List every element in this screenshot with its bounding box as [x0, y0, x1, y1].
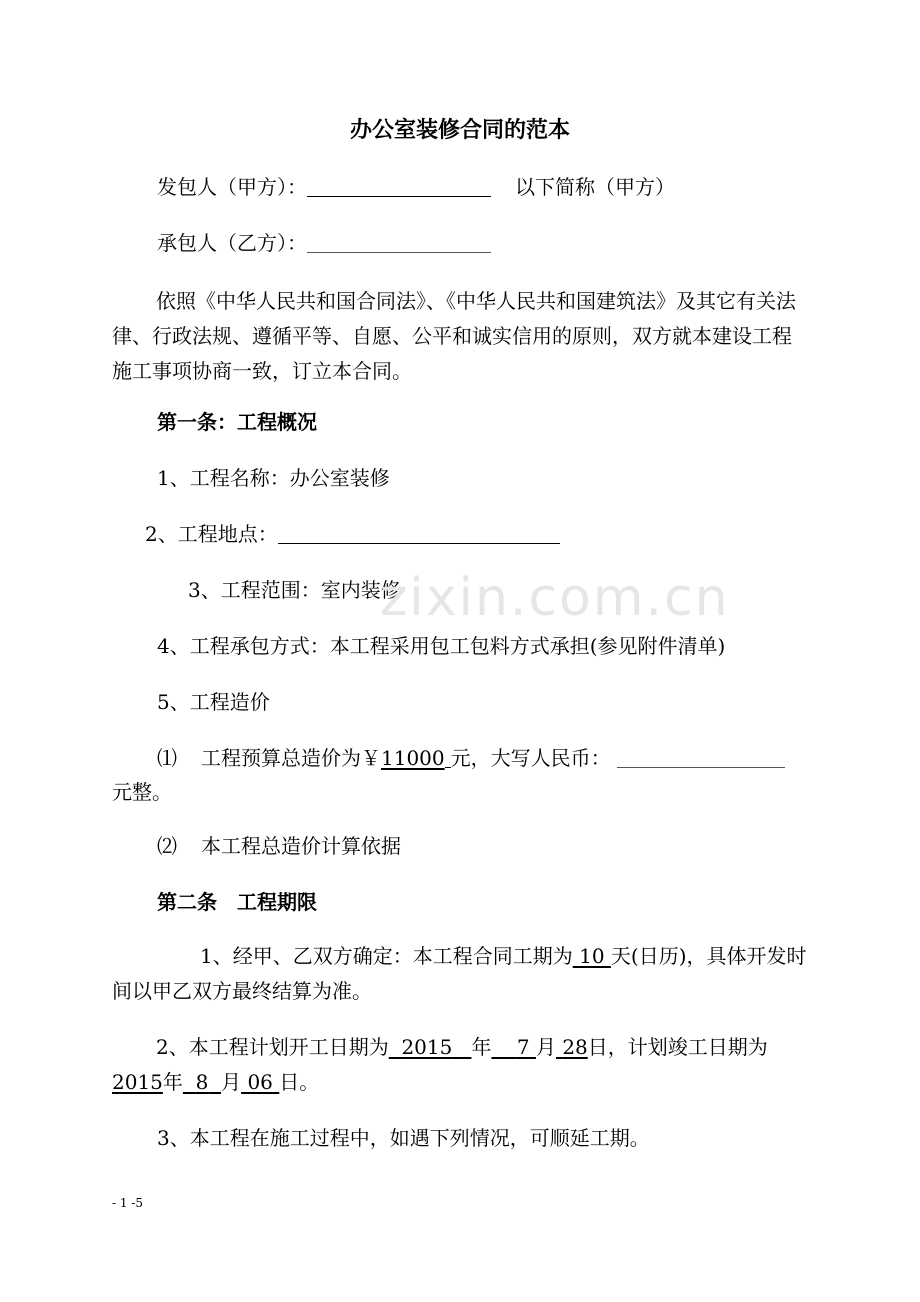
start-day: 28 — [562, 1035, 588, 1059]
price-capital-blank[interactable] — [617, 747, 785, 768]
start-month-label: 月 — [535, 1035, 556, 1059]
end-day-label: 日。 — [279, 1070, 320, 1094]
party-b-label: 承包人（乙方）： — [157, 231, 307, 255]
party-a-line — [157, 175, 675, 199]
contract-days: 10 — [579, 944, 605, 968]
article1-item2-line — [145, 522, 560, 546]
start-year: 2015 — [401, 1035, 453, 1059]
party-a-label: 发包人（甲方）： — [157, 175, 307, 199]
article2-p2-a: 2、本工程计划开工日期为 — [156, 1035, 389, 1059]
article1-item1: 1、工程名称：办公室装修 — [157, 466, 390, 490]
article2-p1 — [112, 939, 808, 1009]
basis-line — [157, 834, 401, 858]
article2-p1-a: 1、经甲、乙双方确定：本工程合同工期为 — [200, 944, 573, 968]
price-marker: ⑴ — [157, 746, 177, 770]
article1-heading: 第一条：工程概况 — [157, 410, 317, 434]
party-a-suffix: 以下简称（甲方） — [515, 175, 675, 199]
end-day: 06 — [247, 1070, 273, 1094]
project-location-blank[interactable] — [278, 523, 560, 544]
article1-item5: 5、工程造价 — [157, 690, 270, 714]
end-year: 2015 — [112, 1070, 163, 1094]
party-b-blank[interactable] — [307, 232, 491, 253]
basis-text: 本工程总造价计算依据 — [201, 834, 401, 858]
article1-item4: 4、工程承包方式：本工程采用包工包料方式承担(参见附件清单) — [157, 634, 726, 658]
start-year-label: 年 — [471, 1035, 492, 1059]
party-b-line — [157, 231, 491, 255]
watermark-text: zixin.com.cn — [380, 568, 730, 628]
end-month-label: 月 — [221, 1070, 242, 1094]
price-tail: 元整。 — [112, 780, 172, 804]
price-text-b: 元，大写人民币： — [450, 746, 611, 770]
article2-p2 — [112, 1030, 808, 1100]
price-line — [157, 746, 785, 770]
preamble-paragraph: 依照《中华人民共和国合同法》、《中华人民共和国建筑法》及其它有关法律、行政法规、遵循平等、自愿、公平和诚实信用的原则，双方就本建设工程施工事项协商一致，订立本合同。 — [112, 289, 796, 383]
price-text-a: 工程预算总造价为￥ — [201, 746, 381, 770]
article2-heading: 第二条 工程期限 — [157, 890, 317, 914]
party-a-blank[interactable] — [307, 176, 491, 197]
end-year-label: 年 — [162, 1070, 183, 1094]
article2-p1-b: 天(日历)，具体开发时间以甲乙双方最终结算为准。 — [112, 944, 807, 1003]
article1-item3: 3、工程范围：室内装修 — [188, 578, 401, 602]
article2-p3: 3、本工程在施工过程中，如遇下列情况，可顺延工期。 — [157, 1126, 650, 1150]
basis-marker: ⑵ — [157, 834, 177, 858]
page-footer: - 1 -5 — [112, 1196, 144, 1210]
start-month: 7 — [516, 1035, 530, 1059]
end-month: 8 — [195, 1070, 209, 1094]
article1-item2-label: 2、工程地点： — [145, 522, 278, 546]
article2-p2-b: 日，计划竣工日期为 — [587, 1035, 768, 1059]
price-amount: 11000 — [381, 746, 445, 770]
document-title: 办公室装修合同的范本 — [349, 117, 570, 143]
